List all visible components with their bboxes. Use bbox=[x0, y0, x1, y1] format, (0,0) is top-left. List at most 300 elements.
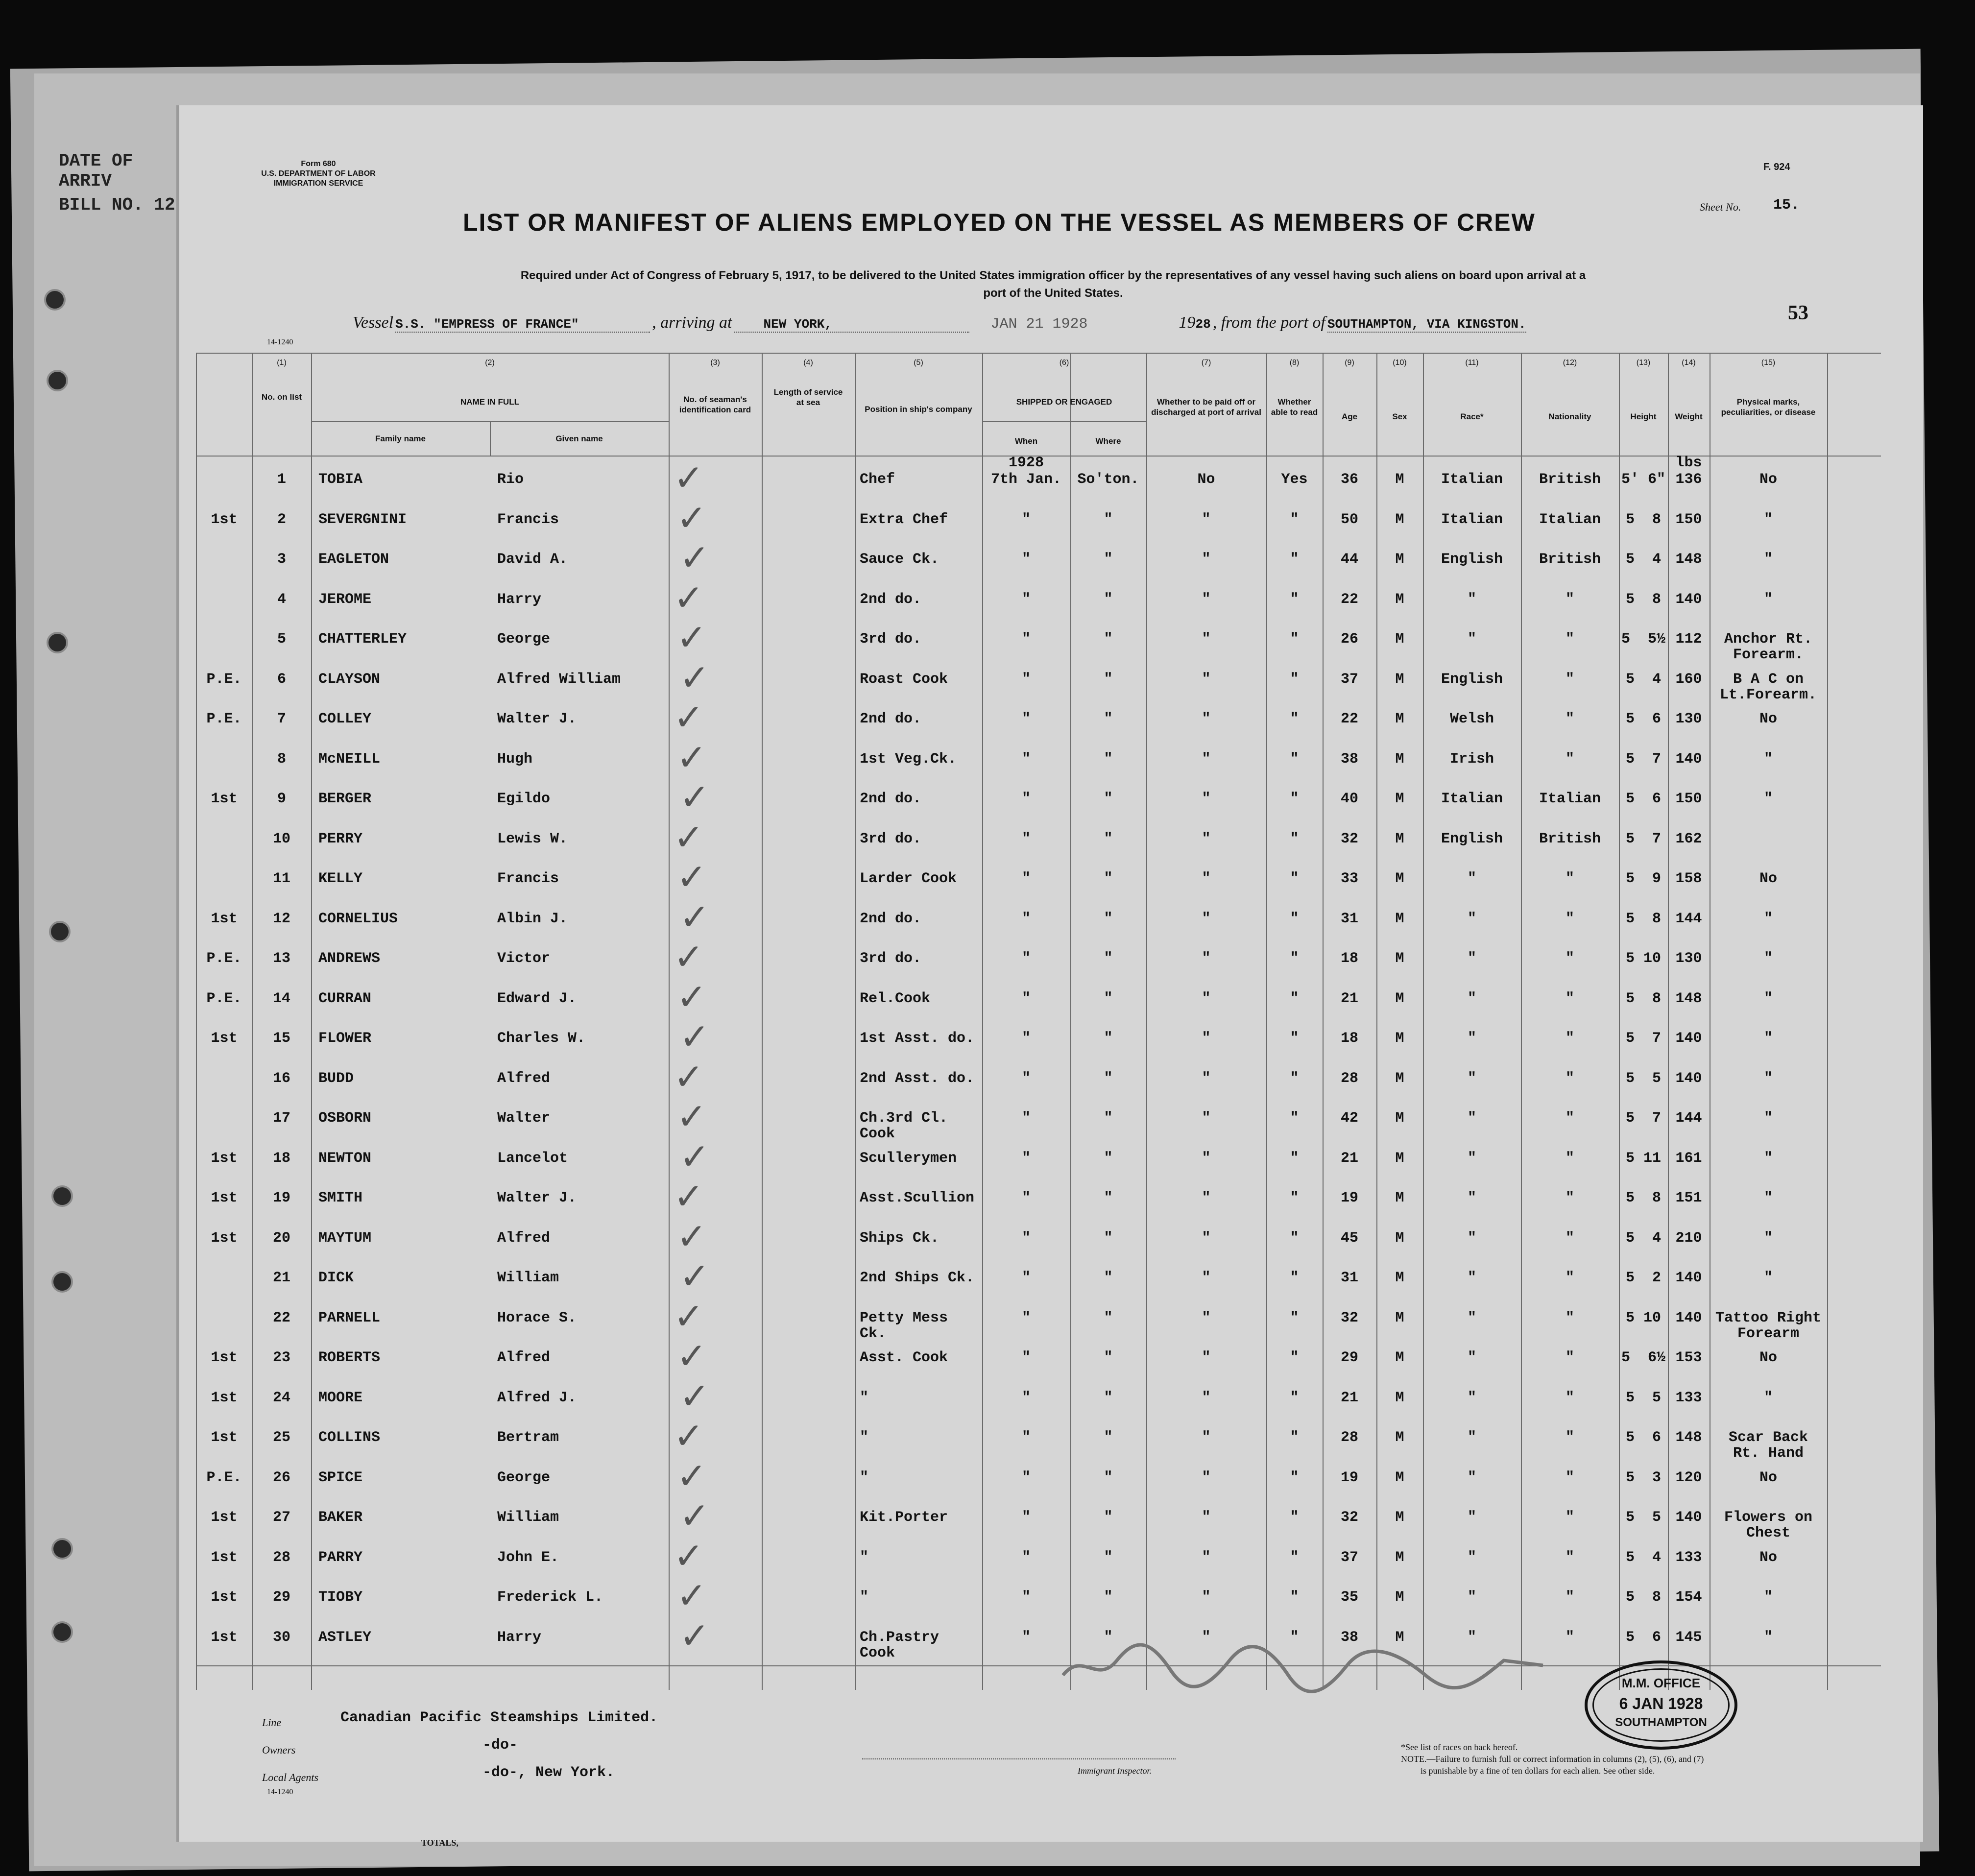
cell-given: David A. bbox=[497, 551, 568, 568]
table-row bbox=[196, 1415, 1881, 1462]
cell-sex: M bbox=[1395, 1629, 1404, 1646]
cell-given: Walter bbox=[497, 1110, 551, 1127]
cell-family: SPICE bbox=[318, 1469, 363, 1486]
cell-nat: British bbox=[1539, 830, 1601, 847]
cell-position: " bbox=[860, 1389, 869, 1406]
cell-when: " bbox=[1021, 1629, 1031, 1646]
cell-position: " bbox=[860, 1469, 869, 1486]
binder-hole bbox=[51, 1271, 73, 1293]
cell-given: George bbox=[497, 631, 551, 648]
cell-where: " bbox=[1104, 990, 1113, 1007]
cell-paid: " bbox=[1202, 750, 1211, 768]
cell-height: 5 7 bbox=[1625, 830, 1661, 847]
cell-sex: M bbox=[1395, 1429, 1404, 1446]
cell-read: " bbox=[1290, 990, 1299, 1007]
cell-where: " bbox=[1104, 1429, 1113, 1446]
col-num: (13) bbox=[1636, 359, 1651, 367]
cell-mark: 1st bbox=[211, 1190, 238, 1206]
cell-where: So'ton. bbox=[1077, 471, 1139, 488]
table-row bbox=[196, 1295, 1881, 1342]
cell-given: Charles W. bbox=[497, 1030, 586, 1047]
cell-paid: No bbox=[1197, 471, 1215, 488]
cell-height: 5 6 bbox=[1625, 791, 1661, 807]
cell-marks: " bbox=[1763, 910, 1773, 927]
cell-age: 45 bbox=[1340, 1229, 1358, 1247]
cell-paid: " bbox=[1202, 711, 1211, 727]
cell-weight: 161 bbox=[1675, 1150, 1702, 1167]
cell-marks: " bbox=[1763, 1270, 1773, 1286]
cell-race: Italian bbox=[1441, 791, 1503, 807]
cell-where: " bbox=[1104, 1030, 1113, 1047]
cell-given: Alfred J. bbox=[497, 1389, 577, 1406]
table-row bbox=[196, 537, 1881, 581]
check-mark-icon: ✓ bbox=[674, 816, 704, 859]
cell-position: Asst. Cook bbox=[860, 1349, 948, 1366]
cell-mark: 1st bbox=[211, 910, 238, 927]
f-number: F. 924 bbox=[1763, 162, 1790, 172]
cell-where: " bbox=[1104, 551, 1113, 568]
cell-marks2: Rt. Hand bbox=[1733, 1445, 1804, 1462]
cell-paid: " bbox=[1202, 1509, 1211, 1526]
cell-when: " bbox=[1021, 750, 1031, 768]
cell-marks2: Chest bbox=[1746, 1525, 1790, 1541]
cell-height: 5 4 bbox=[1625, 1229, 1661, 1247]
arriving-at: NEW YORK, bbox=[734, 317, 969, 333]
cell-where: " bbox=[1104, 1110, 1113, 1127]
check-mark-icon: ✓ bbox=[676, 1575, 707, 1617]
cell-no: 3 bbox=[277, 551, 286, 568]
table-row bbox=[196, 1614, 1881, 1661]
cell-height: 5 9 bbox=[1625, 870, 1661, 887]
cell-race: " bbox=[1467, 1030, 1476, 1047]
cell-family: CORNELIUS bbox=[318, 910, 398, 927]
cell-given: Harry bbox=[497, 591, 542, 608]
cell-when: " bbox=[1021, 1190, 1031, 1206]
cell-height: 5 4 bbox=[1625, 551, 1661, 568]
cell-mark: P.E. bbox=[206, 990, 242, 1007]
cell-height: 5 5½ bbox=[1621, 631, 1665, 648]
cell-sex: M bbox=[1395, 750, 1404, 768]
cell-weight: 160 bbox=[1675, 671, 1702, 688]
cell-when: " bbox=[1021, 1469, 1031, 1486]
cell-position: Rel.Cook bbox=[860, 990, 931, 1007]
check-mark-icon: ✓ bbox=[679, 1495, 710, 1537]
cell-marks: " bbox=[1763, 1629, 1773, 1646]
cell-family: PARRY bbox=[318, 1549, 363, 1566]
cell-race: English bbox=[1441, 551, 1503, 568]
cell-mark: P.E. bbox=[206, 711, 242, 727]
cell-when: " bbox=[1021, 631, 1031, 648]
col-header-where: Where bbox=[1095, 436, 1121, 446]
binder-hole bbox=[47, 632, 68, 653]
cell-paid: " bbox=[1202, 1070, 1211, 1087]
cell-sex: M bbox=[1395, 950, 1404, 967]
cell-given: Rio bbox=[497, 471, 524, 488]
cell-given: Francis bbox=[497, 870, 559, 887]
col-header-position: Position in ship's company bbox=[865, 405, 972, 414]
cell-position: 1st Veg.Ck. bbox=[860, 750, 957, 768]
cell-weight: 130 bbox=[1675, 711, 1702, 727]
cell-height: 5 6½ bbox=[1621, 1349, 1665, 1366]
cell-read: " bbox=[1290, 551, 1299, 568]
cell-marks2: Forearm bbox=[1737, 1325, 1800, 1342]
cell-weight: 140 bbox=[1675, 1030, 1702, 1047]
cell-sex: M bbox=[1395, 1589, 1404, 1606]
table-row bbox=[196, 1495, 1881, 1541]
col-num: (1) bbox=[277, 359, 287, 367]
cell-age: 32 bbox=[1340, 830, 1358, 847]
cell-given: Alfred William bbox=[497, 671, 621, 688]
cell-given: Bertram bbox=[497, 1429, 559, 1446]
cell-nat: " bbox=[1565, 1589, 1574, 1606]
cell-height: 5 6 bbox=[1625, 711, 1661, 727]
cell-weight: 140 bbox=[1675, 591, 1702, 608]
cell-marks: No bbox=[1759, 471, 1777, 488]
cell-age: 19 bbox=[1340, 1190, 1358, 1206]
cell-nat: " bbox=[1565, 1229, 1574, 1247]
cell-when: " bbox=[1021, 671, 1031, 688]
cell-position: Larder Cook bbox=[860, 870, 957, 887]
cell-mark: 1st bbox=[211, 1509, 238, 1526]
table-row bbox=[196, 1056, 1881, 1100]
table-row bbox=[196, 1575, 1881, 1619]
cell-height: 5 8 bbox=[1625, 511, 1661, 528]
cell-when: " bbox=[1021, 1549, 1031, 1566]
department: U.S. DEPARTMENT OF LABOR bbox=[261, 169, 376, 178]
binder-hole bbox=[51, 1621, 73, 1643]
cell-given: Alfred bbox=[497, 1229, 551, 1247]
cell-height: 5 3 bbox=[1625, 1469, 1661, 1486]
footer-block bbox=[262, 1709, 1046, 1796]
cell-weight_top: lbs bbox=[1675, 455, 1702, 471]
agents-value: -do-, New York. bbox=[482, 1764, 615, 1781]
cell-family: CLAYSON bbox=[318, 671, 381, 688]
check-mark-icon: ✓ bbox=[674, 936, 704, 978]
cell-sex: M bbox=[1395, 1509, 1404, 1526]
cell-family: BUDD bbox=[318, 1070, 354, 1087]
cell-marks: " bbox=[1763, 750, 1773, 768]
table-row bbox=[196, 816, 1881, 861]
vessel-name: S.S. "EMPRESS OF FRANCE" bbox=[395, 317, 650, 333]
cell-nat: " bbox=[1565, 1270, 1574, 1286]
check-mark-icon: ✓ bbox=[676, 976, 707, 1018]
cell-family: BERGER bbox=[318, 791, 372, 807]
cell-marks: Flowers on bbox=[1724, 1509, 1813, 1526]
cell-no: 9 bbox=[277, 791, 286, 807]
cell-marks: " bbox=[1763, 1589, 1773, 1606]
cell-no: 26 bbox=[272, 1469, 290, 1486]
cell-height: 5 4 bbox=[1625, 671, 1661, 688]
cell-race: " bbox=[1467, 1070, 1476, 1087]
cell-position: 3rd do. bbox=[860, 631, 922, 648]
cell-paid: " bbox=[1202, 1389, 1211, 1406]
cell-where: " bbox=[1104, 1589, 1113, 1606]
cell-race: " bbox=[1467, 1549, 1476, 1566]
cell-where: " bbox=[1104, 1509, 1113, 1526]
cell-weight: 151 bbox=[1675, 1190, 1702, 1206]
cell-no: 2 bbox=[277, 511, 286, 528]
agents-label: Local Agents bbox=[262, 1771, 319, 1783]
cell-family: TOBIA bbox=[318, 471, 363, 488]
cell-paid: " bbox=[1202, 1150, 1211, 1167]
check-mark-icon: ✓ bbox=[676, 497, 707, 539]
col-header-sex: Sex bbox=[1392, 412, 1407, 421]
cell-nat: " bbox=[1565, 1070, 1574, 1087]
cell-marks: " bbox=[1763, 1150, 1773, 1167]
cell-family: SEVERGNINI bbox=[318, 511, 407, 528]
cell-nat: " bbox=[1565, 870, 1574, 887]
cell-position: " bbox=[860, 1549, 869, 1566]
cell-sex: M bbox=[1395, 1270, 1404, 1286]
col-header-length: Length of service at sea bbox=[773, 387, 843, 407]
cell-position: Asst.Scullion bbox=[860, 1190, 975, 1206]
cell-position: " bbox=[860, 1429, 869, 1446]
col-header-age: Age bbox=[1341, 412, 1358, 421]
cell-race: " bbox=[1467, 591, 1476, 608]
cell-paid: " bbox=[1202, 830, 1211, 847]
inspector-label: Immigrant Inspector. bbox=[1078, 1766, 1152, 1776]
cell-given: Walter J. bbox=[497, 711, 577, 727]
cell-where: " bbox=[1104, 950, 1113, 967]
cell-mark: P.E. bbox=[206, 671, 242, 688]
cell-sex: M bbox=[1395, 1150, 1404, 1167]
cell-marks: " bbox=[1763, 1070, 1773, 1087]
table-row bbox=[196, 656, 1881, 703]
cell-sex: M bbox=[1395, 830, 1404, 847]
table-row bbox=[196, 856, 1881, 900]
check-mark-icon: ✓ bbox=[674, 697, 704, 739]
table-row bbox=[196, 697, 1881, 741]
page-number: 53 bbox=[1788, 302, 1808, 324]
cell-no: 27 bbox=[272, 1509, 290, 1526]
cell-position: 3rd do. bbox=[860, 830, 922, 847]
vessel-label: Vessel bbox=[353, 313, 394, 332]
cell-read: Yes bbox=[1281, 471, 1308, 488]
cell-paid: " bbox=[1202, 791, 1211, 807]
table-row bbox=[196, 1455, 1881, 1499]
cell-family: PARNELL bbox=[318, 1309, 381, 1326]
vessel-line bbox=[353, 313, 1773, 338]
check-mark-icon: ✓ bbox=[676, 1096, 707, 1138]
cell-family: ROBERTS bbox=[318, 1349, 381, 1366]
cell-paid: " bbox=[1202, 1629, 1211, 1646]
form-number: Form 680 bbox=[301, 160, 336, 168]
cell-mark: 1st bbox=[211, 1549, 238, 1566]
cell-nat: " bbox=[1565, 1389, 1574, 1406]
check-mark-icon: ✓ bbox=[674, 1535, 704, 1577]
check-mark-icon: ✓ bbox=[674, 457, 704, 499]
cell-no: 5 bbox=[277, 631, 286, 648]
stamp-date: 6 JAN 1928 bbox=[1619, 1695, 1703, 1712]
cell-no: 4 bbox=[277, 591, 286, 608]
cell-nat: " bbox=[1565, 950, 1574, 967]
col-header-read: Whether able to read bbox=[1271, 397, 1318, 417]
arriving-label: , arriving at bbox=[652, 313, 732, 332]
cell-race: Irish bbox=[1449, 750, 1494, 768]
cell-height: 5 5 bbox=[1625, 1389, 1661, 1406]
cell-when: " bbox=[1021, 1589, 1031, 1606]
cell-weight: 148 bbox=[1675, 551, 1702, 568]
cell-family: ANDREWS bbox=[318, 950, 381, 967]
cell-no: 23 bbox=[272, 1349, 290, 1366]
cell-paid: " bbox=[1202, 631, 1211, 648]
cell-height: 5 8 bbox=[1625, 591, 1661, 608]
cell-mark: 1st bbox=[211, 1389, 238, 1406]
cell-nat: " bbox=[1565, 1469, 1574, 1486]
cell-paid: " bbox=[1202, 910, 1211, 927]
stamp-top: M.M. OFFICE bbox=[1621, 1676, 1701, 1690]
cell-when: " bbox=[1021, 910, 1031, 927]
note-line: NOTE.—Failure to furnish full or correct information in columns (2), (5), (6), and (7) bbox=[1401, 1754, 1704, 1764]
cell-family: DICK bbox=[318, 1270, 354, 1286]
line-value: Canadian Pacific Steamships Limited. bbox=[340, 1709, 658, 1726]
cell-race: " bbox=[1467, 1309, 1476, 1326]
cell-given: Frederick L. bbox=[497, 1589, 603, 1606]
cell-marks: Anchor Rt. bbox=[1724, 631, 1813, 648]
cell-sex: M bbox=[1395, 671, 1404, 688]
cell-no: 30 bbox=[272, 1629, 290, 1646]
cell-weight: 148 bbox=[1675, 990, 1702, 1007]
cell-family: MAYTUM bbox=[318, 1229, 372, 1247]
cell-nat: " bbox=[1565, 711, 1574, 727]
cell-given: Walter J. bbox=[497, 1190, 577, 1206]
cell-where: " bbox=[1104, 1629, 1113, 1646]
cell-mark: 1st bbox=[211, 791, 238, 807]
cell-read: " bbox=[1290, 1309, 1299, 1326]
cell-marks: No bbox=[1759, 1549, 1777, 1566]
binder-hole bbox=[51, 1538, 73, 1560]
cell-when: " bbox=[1021, 711, 1031, 727]
cell-no: 12 bbox=[272, 910, 290, 927]
col-num: (5) bbox=[914, 359, 923, 367]
check-mark-icon: ✓ bbox=[679, 537, 710, 579]
cell-paid: " bbox=[1202, 1309, 1211, 1326]
cell-mark: 1st bbox=[211, 511, 238, 528]
cell-weight: 144 bbox=[1675, 910, 1702, 927]
cell-no: 11 bbox=[272, 870, 290, 887]
cell-paid: " bbox=[1202, 1349, 1211, 1366]
cell-sex: M bbox=[1395, 791, 1404, 807]
cell-family: PERRY bbox=[318, 830, 363, 847]
cell-where: " bbox=[1104, 750, 1113, 768]
cell-marks: B A C on bbox=[1733, 671, 1804, 688]
cell-weight: 136 bbox=[1675, 471, 1702, 488]
col-num: (6) bbox=[1059, 359, 1069, 367]
cell-weight: 140 bbox=[1675, 1070, 1702, 1087]
cell-height: 5 7 bbox=[1625, 1110, 1661, 1127]
check-mark-icon: ✓ bbox=[674, 577, 704, 619]
cell-age: 29 bbox=[1340, 1349, 1358, 1366]
cell-nat: " bbox=[1565, 1030, 1574, 1047]
cell-position: Roast Cook bbox=[860, 671, 948, 688]
cell-where: " bbox=[1104, 1309, 1113, 1326]
cell-weight: 148 bbox=[1675, 1429, 1702, 1446]
cell-read: " bbox=[1290, 1509, 1299, 1526]
cell-no: 24 bbox=[272, 1389, 290, 1406]
binder-hole bbox=[51, 1185, 73, 1207]
cell-sex: M bbox=[1395, 1110, 1404, 1127]
col-header-paid-off: Whether to be paid off or discharged at port of arrival bbox=[1151, 397, 1261, 417]
cell-marks: " bbox=[1763, 1389, 1773, 1406]
cell-where: " bbox=[1104, 711, 1113, 727]
cell-age: 31 bbox=[1340, 1270, 1358, 1286]
cell-no: 17 bbox=[272, 1110, 290, 1127]
cell-age: 37 bbox=[1340, 1549, 1358, 1566]
cell-read: " bbox=[1290, 1629, 1299, 1646]
cell-given: Lancelot bbox=[497, 1150, 568, 1167]
cell-mark: 1st bbox=[211, 1030, 238, 1047]
cell-marks: " bbox=[1763, 591, 1773, 608]
stub-line: DATE OF ARRIV bbox=[59, 151, 133, 191]
cell-mark: 1st bbox=[211, 1429, 238, 1446]
cell-age: 28 bbox=[1340, 1070, 1358, 1087]
cell-read: " bbox=[1290, 1110, 1299, 1127]
cell-height: 5 8 bbox=[1625, 910, 1661, 927]
subtitle-line: Required under Act of Congress of February 5, 1917, to be delivered to the United States immigration officer by the representatives of any vessel having such aliens on board upon arrival at a bbox=[520, 269, 1586, 282]
cell-race: " bbox=[1467, 950, 1476, 967]
check-mark-icon: ✓ bbox=[679, 896, 710, 938]
check-mark-icon: ✓ bbox=[674, 1176, 704, 1218]
check-mark-icon: ✓ bbox=[676, 736, 707, 779]
cell-race: " bbox=[1467, 1110, 1476, 1127]
note-line: is punishable by a fine of ten dollars for each alien. See other side. bbox=[1421, 1766, 1655, 1776]
cell-no: 20 bbox=[272, 1229, 290, 1247]
note-line: *See list of races on back hereof. bbox=[1401, 1742, 1518, 1752]
table-row bbox=[196, 455, 1881, 501]
cell-family: COLLEY bbox=[318, 711, 372, 727]
col-header-marks: Physical marks, peculiarities, or disease bbox=[1721, 397, 1816, 417]
cell-position: Chef bbox=[860, 471, 895, 488]
cell-read: " bbox=[1290, 1589, 1299, 1606]
cell-height: 5 10 bbox=[1625, 950, 1661, 967]
cell-marks2: Forearm. bbox=[1733, 647, 1804, 663]
cell-height: 5 7 bbox=[1625, 1030, 1661, 1047]
cell-marks: " bbox=[1763, 1229, 1773, 1247]
cell-where: " bbox=[1104, 830, 1113, 847]
cell-no: 7 bbox=[277, 711, 286, 727]
cell-no: 19 bbox=[272, 1190, 290, 1206]
cell-race: " bbox=[1467, 910, 1476, 927]
cell-nat: British bbox=[1539, 551, 1601, 568]
col-num: (10) bbox=[1393, 359, 1407, 367]
cell-age: 37 bbox=[1340, 671, 1358, 688]
cell-sex: M bbox=[1395, 631, 1404, 648]
cell-sex: M bbox=[1395, 910, 1404, 927]
line-label: Line bbox=[262, 1716, 282, 1729]
cell-paid: " bbox=[1202, 1110, 1211, 1127]
cell-where: " bbox=[1104, 1150, 1113, 1167]
stub-label bbox=[59, 147, 186, 265]
form-ref: 14-1240 bbox=[267, 338, 293, 346]
cell-nat: " bbox=[1565, 671, 1574, 688]
cell-age: 21 bbox=[1340, 990, 1358, 1007]
cell-nat: " bbox=[1565, 1110, 1574, 1127]
cell-given: Horace S. bbox=[497, 1309, 577, 1326]
cell-position: Ships Ck. bbox=[860, 1229, 939, 1247]
owners-value: -do- bbox=[482, 1737, 518, 1754]
cell-when: " bbox=[1021, 1070, 1031, 1087]
cell-paid: " bbox=[1202, 950, 1211, 967]
cell-paid: " bbox=[1202, 1190, 1211, 1206]
col-num: (8) bbox=[1289, 359, 1300, 367]
cell-mark: P.E. bbox=[206, 950, 242, 967]
cell-where: " bbox=[1104, 910, 1113, 927]
footer-ref: 14-1240 bbox=[267, 1788, 293, 1796]
table-row bbox=[196, 1335, 1881, 1379]
cell-sex: M bbox=[1395, 511, 1404, 528]
cell-mark: 1st bbox=[211, 1349, 238, 1366]
cell-where: " bbox=[1104, 1270, 1113, 1286]
